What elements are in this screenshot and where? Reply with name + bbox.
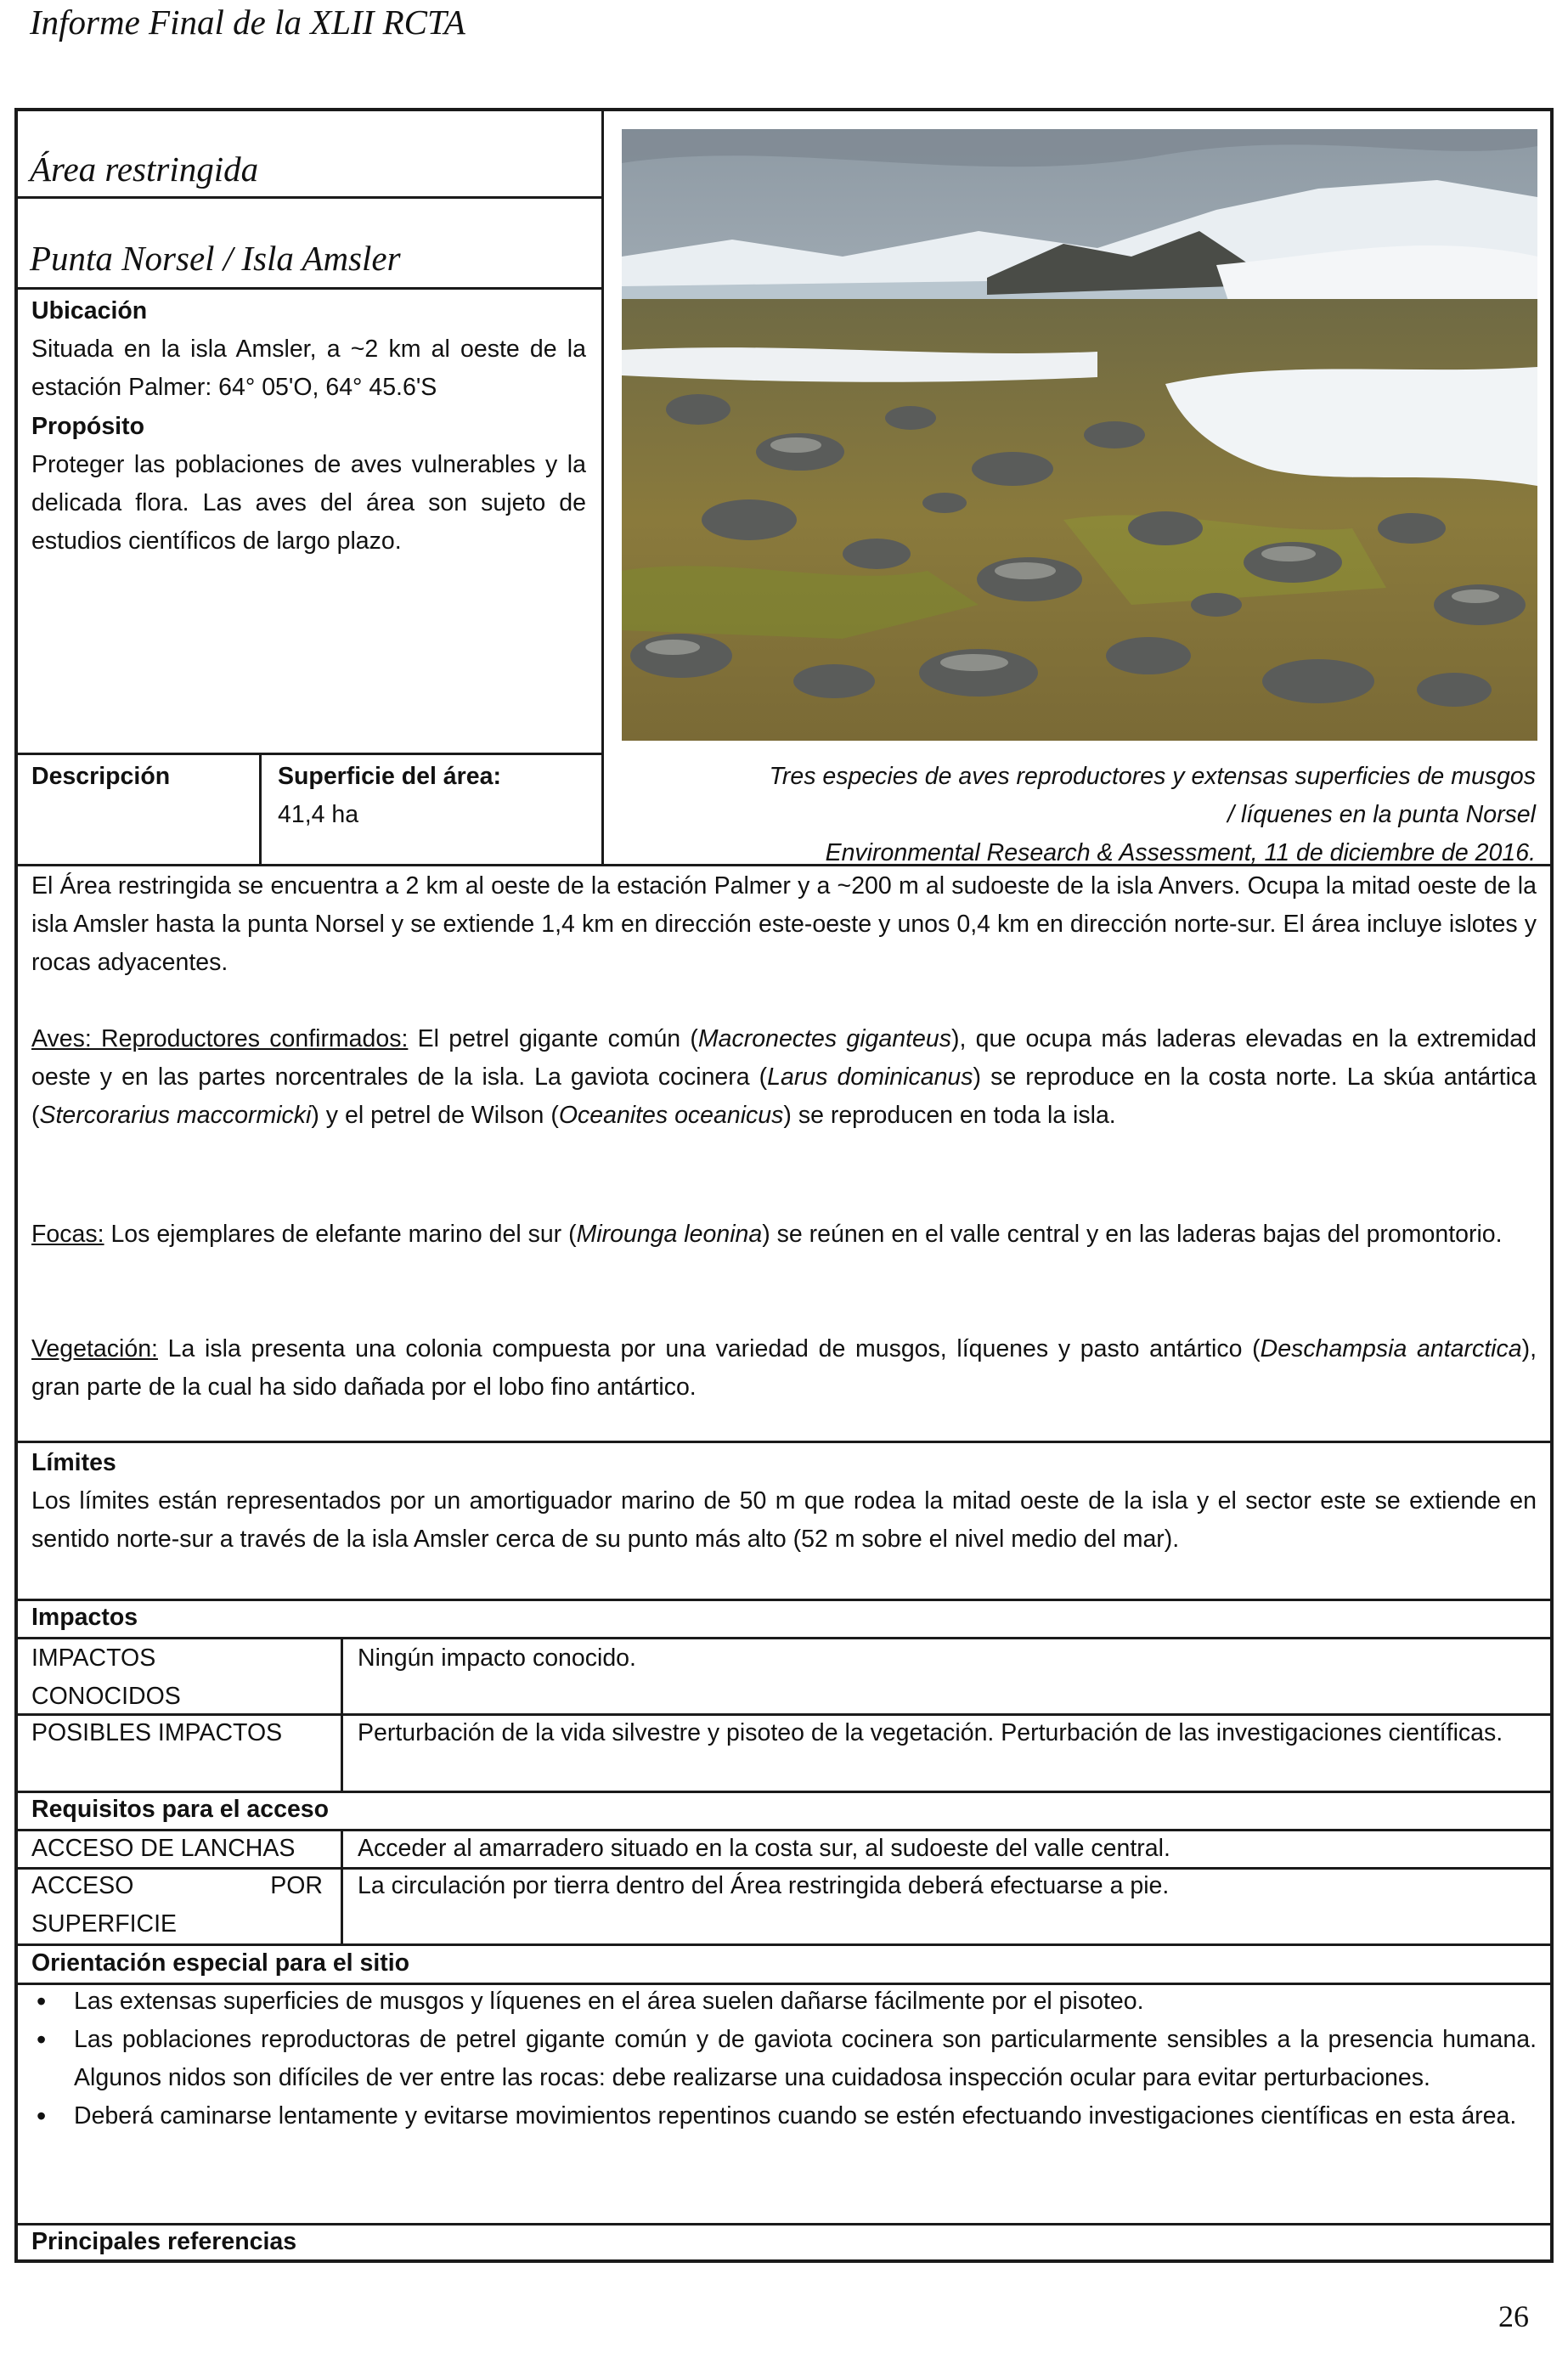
photo-caption-line2: / líquenes en la punta Norsel — [1227, 801, 1536, 828]
birds-label: Aves: Reproductores confirmados: — [31, 1025, 409, 1052]
area-size-label: Superficie del área: — [278, 763, 501, 790]
area-size-value: 41,4 ha — [278, 801, 359, 828]
limits-heading: Límites — [31, 1449, 116, 1476]
seals-label: Focas: — [31, 1221, 104, 1248]
known-impacts-label: IMPACTOS CONOCIDOS — [31, 1644, 181, 1710]
boat-access-label: ACCESO DE LANCHAS — [31, 1835, 296, 1862]
birds-paragraph — [31, 1020, 1537, 1135]
boat-access-text: Acceder al amarradero situado en la costa sur, al sudoeste del valle central. — [358, 1835, 1170, 1862]
purpose-text: Proteger las poblaciones de aves vulnerables y la delicada flora. Las aves del área son sujeto de estudios científicos de largo plazo. — [31, 451, 586, 555]
species-name: Oceanites oceanicus — [558, 1102, 784, 1129]
divider-above-limits — [14, 1441, 1554, 1443]
site-photo — [622, 129, 1537, 741]
limits-text: Los límites están representados por un amortiguador marino de 50 m que rodea la mitad oeste de la isla y el sector este se extiende en sentido norte-sur a través de la isla Amsler cerca de su punto más alto (52 m sobre el nivel medio del mar). — [31, 1487, 1537, 1553]
possible-impacts-text: Perturbación de la vida silvestre y pisoteo de la vegetación. Perturbación de las investigaciones científicas. — [358, 1719, 1503, 1746]
area-type-title: Área restringida — [30, 149, 259, 189]
desc-col-divider-1 — [259, 753, 262, 866]
species-name: Macronectes giganteus — [697, 1025, 951, 1052]
species-name: Larus dominicanus — [767, 1063, 973, 1091]
divider-above-description — [14, 753, 603, 755]
running-header: Informe Final de la XLII RCTA — [30, 3, 465, 42]
surface-access-text: La circulación por tierra dentro del Área restringida deberá efectuarse a pie. — [358, 1872, 1170, 1899]
photo-caption-credit: Environmental Research & Assessment, 11 de diciembre de 2016. — [825, 839, 1536, 866]
vegetation-paragraph — [31, 1330, 1537, 1407]
guidance-item: • Deberá caminarse lentamente y evitarse movimientos repentinos cuando se estén efectuando investigaciones científicas en esta área. — [31, 2097, 1537, 2135]
known-impacts-text: Ningún impacto conocido. — [358, 1644, 636, 1672]
species-name: Stercorarius maccormicki — [39, 1102, 312, 1129]
purpose-heading: Propósito — [31, 413, 144, 440]
species-name: Deschampsia antarctica — [1260, 1335, 1522, 1362]
vegetation-label: Vegetación: — [31, 1335, 158, 1362]
page-number: 26 — [1498, 2299, 1529, 2333]
birds-text: ), que ocupa más laderas elevadas en la extremidad oeste y en las partes norcentrales de la isla. La gaviota cocinera ( — [31, 1025, 1537, 1091]
birds-text: El petrel gigante común ( — [408, 1025, 698, 1052]
divider-above-impacts — [14, 1599, 1554, 1601]
access-col-divider — [341, 1829, 343, 1943]
surface-access-label: ACCESO POR SUPERFICIE — [31, 1872, 323, 1938]
location-heading: Ubicación — [31, 297, 148, 324]
seals-text: Los ejemplares de elefante marino del sur ( — [104, 1221, 577, 1248]
vegetation-text: ), gran parte de la cual ha sido dañada por el lobo fino antártico. — [31, 1335, 1537, 1401]
birds-text: ) se reproducen en toda la isla. — [783, 1102, 1116, 1129]
seals-text: ) se reúnen en el valle central y en las laderas bajas del promontorio. — [762, 1221, 1503, 1248]
guidance-item: • Las extensas superficies de musgos y líquenes en el área suelen dañarse fácilmente por el pisoteo. — [31, 1983, 1537, 2021]
seals-paragraph — [31, 1216, 1537, 1254]
vegetation-text: La isla presenta una colonia compuesta por una variedad de musgos, líquenes y pasto antártico ( — [157, 1335, 1261, 1362]
divider-impacts-rows — [14, 1637, 1554, 1639]
divider-under-area-type — [14, 196, 603, 199]
guidance-heading: Orientación especial para el sitio — [31, 1949, 410, 1977]
birds-text: ) y el petrel de Wilson ( — [311, 1102, 559, 1129]
access-heading: Requisitos para el acceso — [31, 1796, 330, 1823]
description-heading: Descripción — [31, 763, 171, 790]
species-name: Mirounga leonina — [576, 1221, 763, 1248]
possible-impacts-label: POSIBLES IMPACTOS — [31, 1719, 283, 1746]
references-heading: Principales referencias — [31, 2228, 297, 2255]
divider-under-site-name — [14, 287, 603, 290]
photo-caption-line1: Tres especies de aves reproductores y extensas superficies de musgos — [769, 763, 1536, 790]
site-name-title: Punta Norsel / Isla Amsler — [30, 239, 401, 278]
location-text: Situada en la isla Amsler, a ~2 km al oeste de la estación Palmer: 64° 05'O, 64° 45.6'S — [31, 336, 586, 401]
guidance-item: • Las poblaciones reproductoras de petrel gigante común y de gaviota cocinera son particularmente sensibles a la presencia humana. Algunos nidos son difíciles de ver entre las rocas: debe realizarse una cuidadosa inspección ocular para evitar perturbaciones. — [31, 2021, 1537, 2097]
impacts-heading: Impactos — [31, 1604, 138, 1631]
description-text: El Área restringida se encuentra a 2 km al oeste de la estación Palmer y a ~200 m al sudoeste de la isla Anvers. Ocupa la mitad oeste de la isla Amsler hasta la punta Norsel y se extiende 1,4 km en dirección este-oeste y unos 0,4 km en dirección norte-sur. El área incluye islotes y rocas adyacentes. — [31, 872, 1537, 976]
guidance-list — [31, 1983, 1537, 2135]
birds-text: ) se reproduce en la costa norte. La skúa antártica ( — [31, 1063, 1537, 1129]
